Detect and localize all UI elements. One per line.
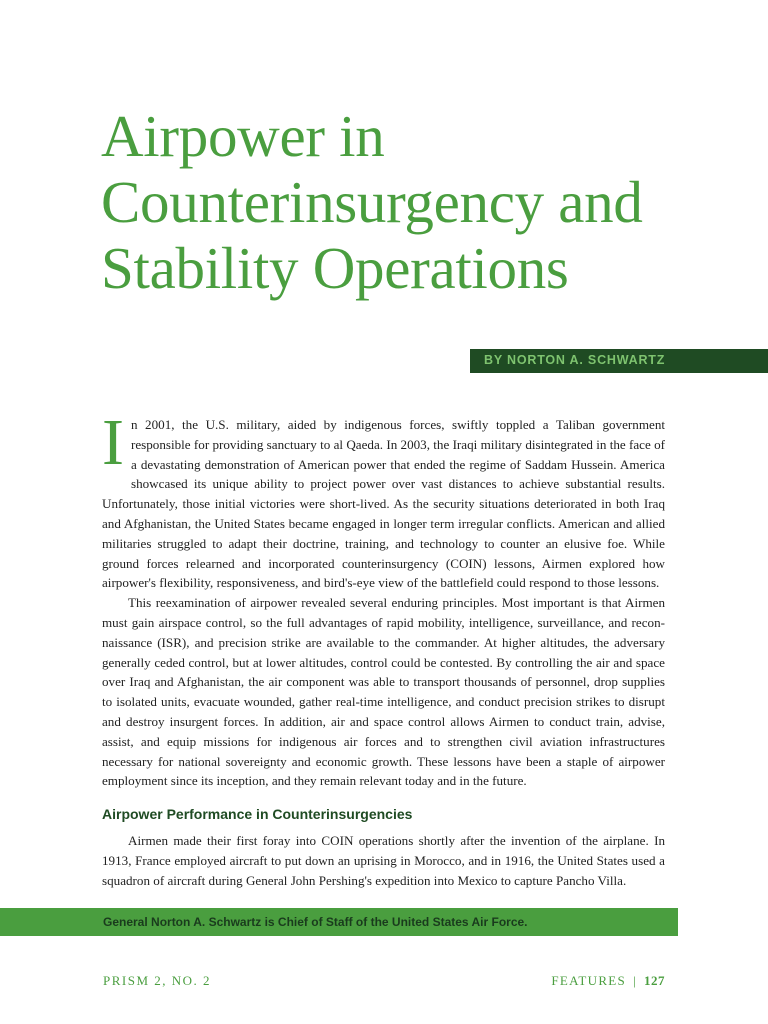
title-line-1: Airpower in <box>101 103 385 169</box>
footer-separator: | <box>633 973 637 988</box>
title-line-2: Counterinsurgency and <box>101 169 643 235</box>
section-heading: Airpower Performance in Counterinsurgencies <box>102 806 413 822</box>
article-body <box>102 406 665 791</box>
author-note: General Norton A. Schwartz is Chief of Staff of the United States Air Force. <box>103 915 528 929</box>
drop-cap: I <box>102 406 124 479</box>
article-title <box>101 103 741 301</box>
page-footer <box>551 973 665 989</box>
title-line-3: Stability Operations <box>101 235 569 301</box>
byline-bar <box>470 349 768 373</box>
author-note-bar <box>0 908 678 936</box>
paragraph-3: Airmen made their first foray into COIN operations shortly after the invention of the airplane. In 1913, France employed aircraft to put down an uprising in Morocco, and in 1916, the United States used a squadron of aircraft during General John Pershing's expedition into Mexico to capture Pancho Villa. <box>102 833 665 888</box>
page-number: 127 <box>644 973 665 988</box>
author-byline: BY NORTON A. SCHWARTZ <box>484 353 666 367</box>
section-label: FEATURES <box>551 973 627 988</box>
paragraph-1-text: n 2001, the U.S. military, aided by indigenous forces, swiftly toppled a Taliban government responsible for providing sanctuary to al Qaeda. In 2003, the Iraqi military disintegrated in the face of a devastating demonstration of American power that ended the regime of Saddam Hussein. America showcased its unique ability to project power over vast distances to achieve substantial results. Unfortunately, those initial victories were short-lived. As the security situations deteriorated in both Iraq and Afghanistan, the United States became engaged in longer term irregular conflicts. American and allied militaries struggled to adapt their doctrine, training, and technology to counter an elusive foe. While ground forces relearned and incorporated counterinsurgency (COIN) lessons, Airmen explored how airpower's flexibility, responsiveness, and bird's-eye view of the battlefield could respond to those lessons. <box>102 417 665 591</box>
paragraph-2: This reexamination of airpower revealed several enduring principles. Most important is that Airmen must gain airspace control, so the full advantages of rapid mobility, intelligence, surveillance, and reconnaissance (ISR), and precision strike are available to the commander. At higher altitudes, the adversary generally ceded control, but at lower altitudes, control could be contested. By controlling the air and space over Iraq and Afghanistan, the air component was able to transport thousands of personnel, drop supplies to isolated units, evacuate wounded, gather real-time intelligence, and conduct precision strikes to disrupt and destroy insurgent forces. In addition, air and space control allows Airmen to conduct train, advise, assist, and equip missions for indigenous air forces and to strengthen civil aviation infrastructures necessary for national sovereignty and economic growth. These lessons have been a staple of airpower employment since its inception, and they remain relevant today and in the future. <box>102 595 665 789</box>
paragraph-1 <box>102 406 665 593</box>
journal-issue: PRISM 2, NO. 2 <box>103 973 212 988</box>
